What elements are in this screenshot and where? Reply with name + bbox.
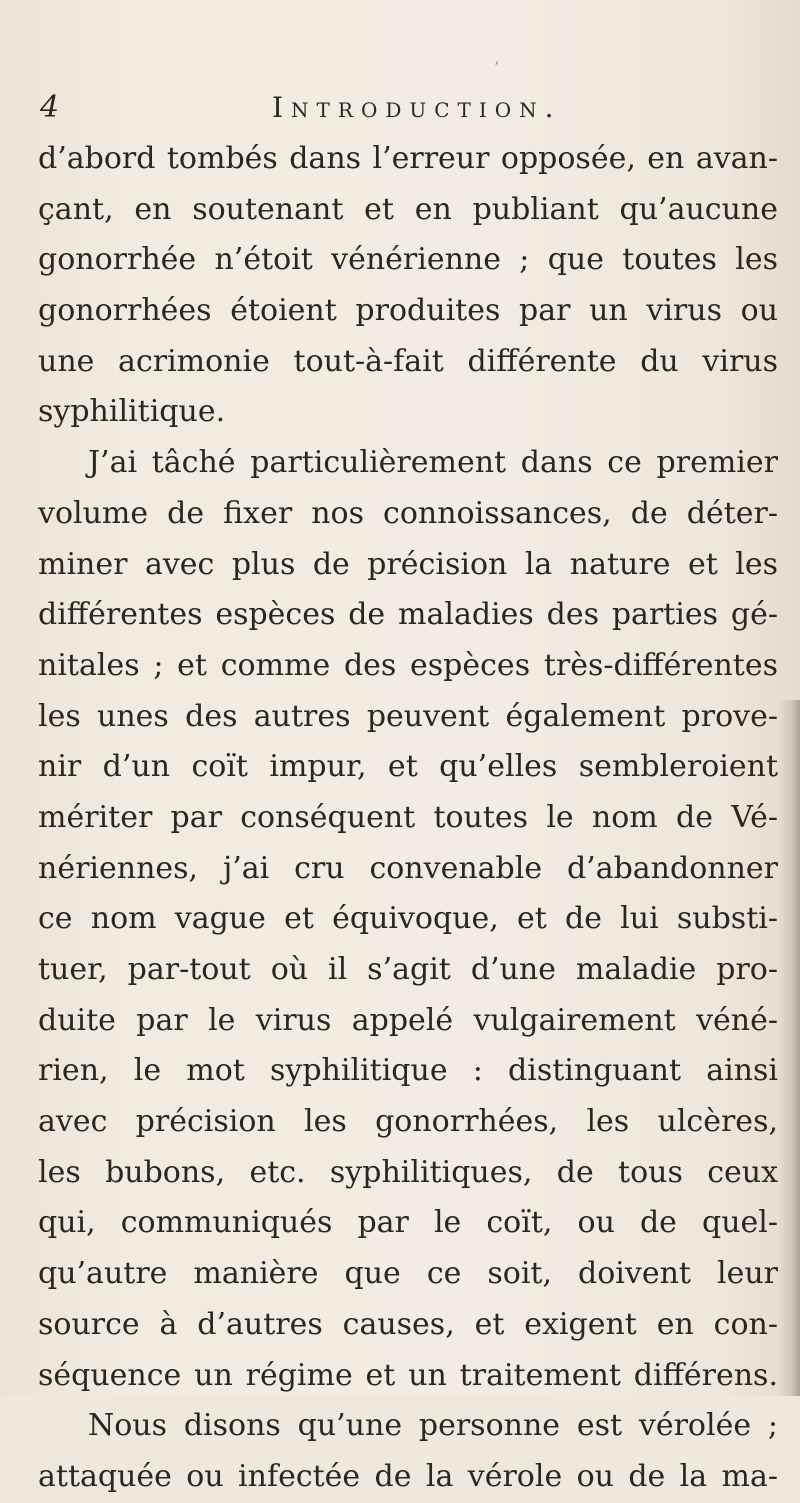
text-line: attaquée ou infectée de la vérole ou de la ma- xyxy=(38,1458,778,1494)
text-line: rien, le mot syphilitique : distinguant ainsi xyxy=(38,1053,778,1089)
text-line: différentes espèces de maladies des parties gé- xyxy=(38,597,778,633)
text-line: duite par le virus appelé vulgairement véné- xyxy=(38,1002,778,1038)
text-line: source à d’autres causes, et exigent en con- xyxy=(38,1306,778,1342)
text-line: séquence un régime et un traitement différens. xyxy=(38,1357,778,1393)
text-line: les unes des autres peuvent également prove- xyxy=(38,698,778,734)
running-head: Introduction. xyxy=(272,91,562,124)
text-line: les bubons, etc. syphilitiques, de tous ceux xyxy=(38,1154,778,1190)
text-line: Nous disons qu’une personne est vérolée ; xyxy=(88,1408,778,1444)
ink-mark: ʼ xyxy=(494,60,499,76)
text-line: d’abord tombés dans l’erreur opposée, en avan- xyxy=(38,141,778,176)
text-line: mériter par conséquent toutes le nom de Vé- xyxy=(38,799,778,835)
text-line: nitales ; et comme des espèces très-différentes xyxy=(38,647,778,683)
text-line: tuer, par-tout où il s’agit d’une maladie pro- xyxy=(38,952,778,987)
text-line: miner avec plus de précision la nature et les xyxy=(38,546,778,582)
text-line: gonorrhée n’étoit vénérienne ; que toutes les xyxy=(38,242,778,278)
text-line: gonorrhées étoient produites par un virus ou xyxy=(38,293,778,329)
text-line: qui, communiqués par le coït, ou de quel- xyxy=(38,1205,778,1241)
page-header xyxy=(40,88,780,128)
text-line: une acrimonie tout-à-fait différente du virus xyxy=(38,343,778,379)
text-line: avec précision les gonorrhées, les ulcères, xyxy=(38,1104,778,1140)
body-text xyxy=(38,134,778,1503)
text-line: J’ai tâché particulièrement dans ce premier xyxy=(88,445,778,481)
text-line: qu’autre manière que ce soit, doivent leur xyxy=(38,1256,778,1292)
text-line: çant, en soutenant et en publiant qu’aucune xyxy=(38,191,778,227)
page-edge-shadow xyxy=(778,700,800,1396)
text-line: nir d’un coït impur, et qu’elles sembleroient xyxy=(38,749,778,785)
text-line: nériennes, j’ai cru convenable d’abandonner xyxy=(38,850,778,886)
text-line: syphilitique. xyxy=(38,394,226,430)
text-line: volume de fixer nos connoissances, de déter- xyxy=(38,495,778,531)
text-line: ce nom vague et équivoque, et de lui substi- xyxy=(38,901,778,937)
page-number: 4 xyxy=(40,90,60,125)
